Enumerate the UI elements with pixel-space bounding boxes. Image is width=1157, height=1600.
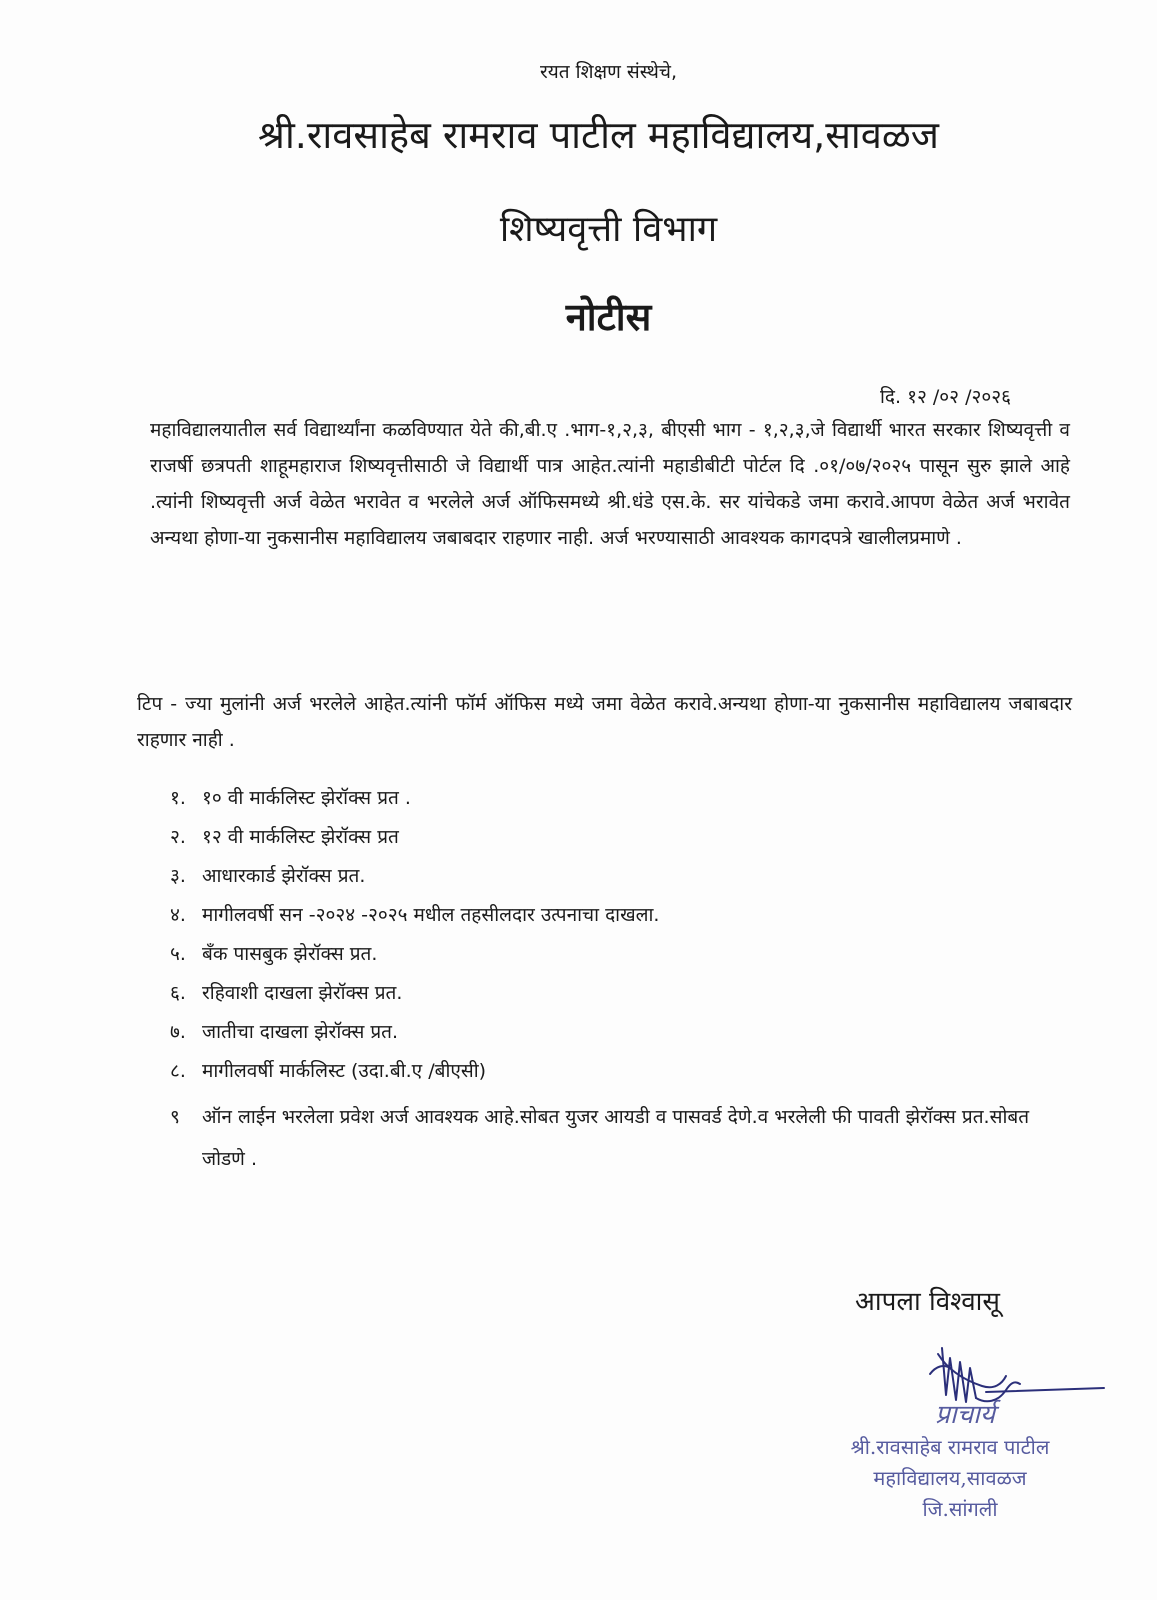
seal-line-place: महाविद्यालय,सावळज — [873, 1466, 1027, 1490]
list-item — [170, 901, 1070, 940]
seal-line-district: जि.सांगली — [922, 1497, 998, 1521]
department-name: शिष्यवृत्ती विभाग — [499, 209, 718, 250]
list-item — [170, 1018, 1070, 1057]
list-item — [170, 862, 1070, 901]
list-item-text: ऑन लाईन भरलेला प्रवेश अर्ज आवश्यक आहे.सोबत युजर आयडी व पासवर्ड देणे.व भरलेली फी पावती झेरॉक्स प्रत.सोबत जोडणे . — [202, 1106, 1030, 1170]
seal-line-college: श्री.रावसाहेब रामराव पाटील — [850, 1435, 1050, 1459]
list-item-number: १. — [170, 787, 186, 809]
list-item-text: आधारकार्ड झेरॉक्स प्रत. — [202, 865, 366, 887]
list-item-number: २. — [170, 826, 186, 848]
list-item-number: ४. — [170, 904, 186, 926]
list-item-number: ७. — [170, 1021, 186, 1043]
society-name: रयत शिक्षण संस्थेचे, — [539, 61, 677, 83]
list-item-text: १० वी मार्कलिस्ट झेरॉक्स प्रत . — [202, 787, 411, 809]
list-item — [170, 784, 1070, 823]
list-item-number: ५. — [170, 943, 186, 965]
notice-paragraph-main: महाविद्यालयातील सर्व विद्यार्थ्यांना कळविण्यात येते की,बी.ए .भाग-१,२,३, बीएसी भाग - १,२,३,जे विद्यार्थी भारत सरकार शिष्यवृत्ती व राजर्षी छत्रपती शाहूमहाराज शिष्यवृत्तीसाठी जे विद्यार्थी पात्र आहेत.त्यांनी महाडीबीटी पोर्टल दि .०१/०७/२०२५ पासून सुरु झाले आहे .त्यांनी शिष्यवृत्ती अर्ज वेळेत भरावेत व भरलेले अर्ज ऑफिसमध्ये श्री.धंडे एस.के. सर यांचेकडे जमा करावे.आपण वेळेत अर्ज भरावेत अन्यथा होणा-या नुकसानीस महाविद्यालय जबाबदार राहणार नाही. अर्ज भरण्यासाठी आवश्यक कागदपत्रे खालीलप्रमाणे . — [150, 419, 1070, 549]
list-item — [170, 940, 1070, 979]
seal-designation: प्राचार्य — [935, 1400, 995, 1430]
list-item-text: मागीलवर्षी मार्कलिस्ट (उदा.बी.ए /बीएसी) — [202, 1060, 487, 1082]
list-item — [170, 823, 1070, 862]
list-item-number: ९ — [170, 1106, 180, 1128]
list-item-number: ३. — [170, 865, 186, 887]
list-item — [170, 979, 1070, 1018]
list-item-text: मागीलवर्षी सन -२०२४ -२०२५ मधील तहसीलदार उत्पनाचा दाखला. — [202, 904, 660, 926]
documents-list — [170, 784, 1070, 1180]
list-item-number: ६. — [170, 982, 186, 1004]
list-item-number: ८. — [170, 1060, 186, 1082]
list-item — [170, 1096, 1070, 1180]
notice-date: दि. १२ /०२ /२०२६ — [880, 386, 1012, 408]
closing-salutation: आपला विश्वासू — [855, 1287, 1000, 1317]
college-name: श्री.रावसाहेब रामराव पाटील महाविद्यालय,सावळज — [258, 113, 939, 157]
list-item-text: जातीचा दाखला झेरॉक्स प्रत. — [202, 1021, 399, 1043]
list-item-text: रहिवाशी दाखला झेरॉक्स प्रत. — [202, 982, 403, 1004]
notice-paragraph-tip: टिप - ज्या मुलांनी अर्ज भरलेले आहेत.त्यांनी फॉर्म ऑफिस मध्ये जमा वेळेत करावे.अन्यथा होणा-या नुकसानीस महाविद्यालय जबाबदार राहणार नाही . — [137, 693, 1072, 751]
list-item-text: १२ वी मार्कलिस्ट झेरॉक्स प्रत — [202, 826, 399, 848]
notice-title: नोटीस — [565, 295, 652, 339]
college-seal — [800, 1395, 1100, 1522]
list-item-text: बँक पासबुक झेरॉक्स प्रत. — [202, 943, 378, 965]
list-item — [170, 1057, 1070, 1096]
